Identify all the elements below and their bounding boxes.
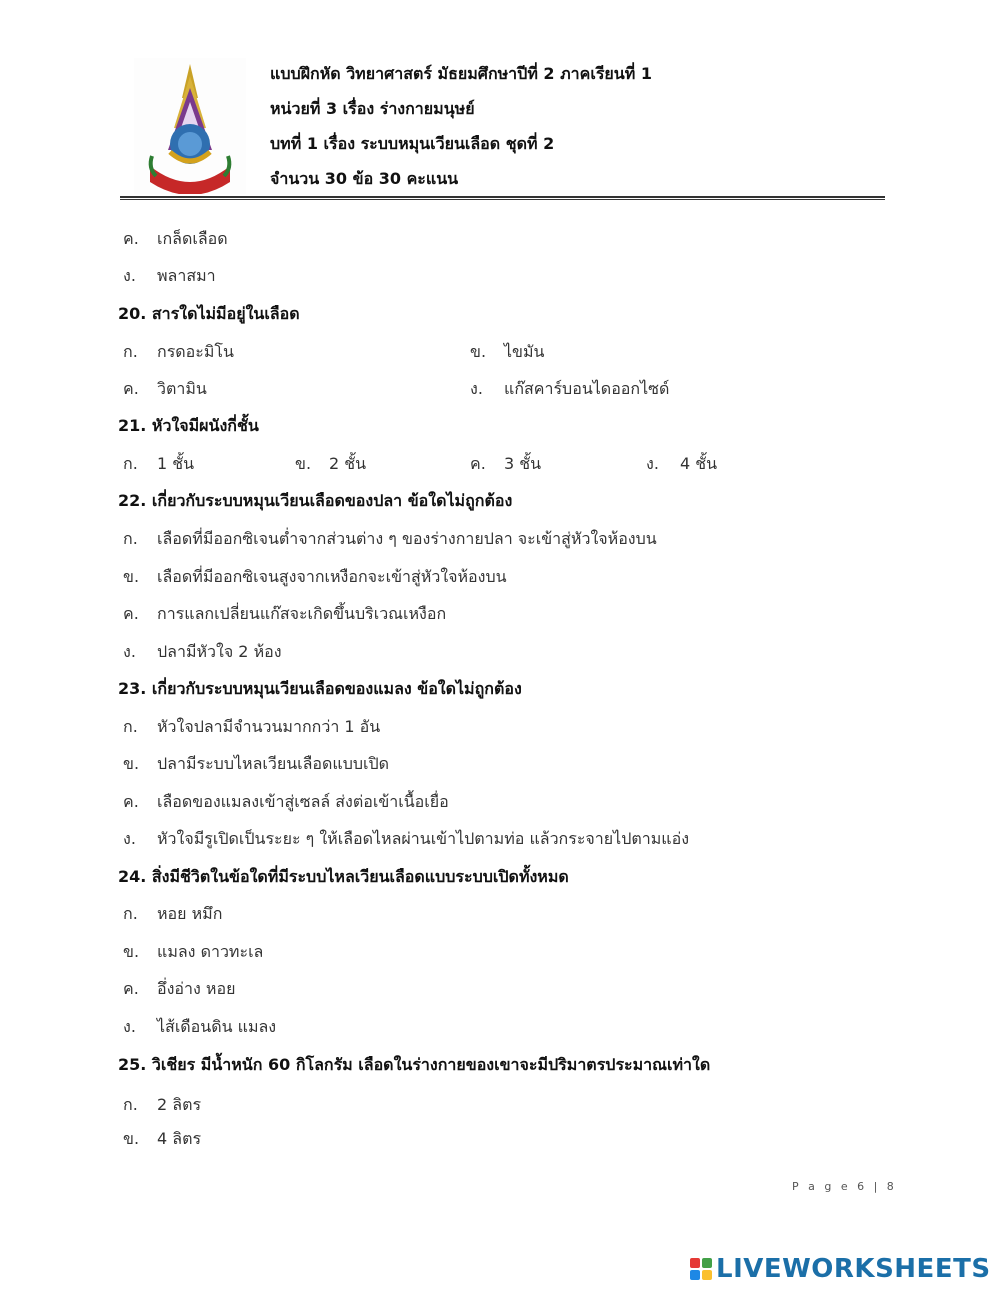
option-q24-b[interactable]	[123, 940, 263, 965]
option-letter: ค.	[123, 792, 139, 811]
option-letter: ข.	[295, 454, 312, 473]
option-text: พลาสมา	[157, 266, 216, 285]
option-q20-a[interactable]	[123, 340, 234, 365]
option-letter: ข.	[123, 754, 140, 773]
option-text: หอย หมึก	[157, 904, 223, 923]
option-text: แมลง ดาวทะเล	[157, 942, 264, 961]
option-q24-a[interactable]	[123, 902, 222, 927]
header-line-1: แบบฝึกหัด วิทยาศาสตร์ มัธยมศึกษาปีที่ 2 ภาคเรียนที่ 1	[270, 64, 652, 83]
liveworksheets-logo-icon	[690, 1258, 712, 1280]
option-letter: ค.	[123, 604, 139, 623]
option-q21-d[interactable]	[646, 452, 717, 477]
option-letter: ง.	[470, 379, 483, 398]
option-letter: ก.	[123, 1095, 138, 1114]
header-line-2: หน่วยที่ 3 เรื่อง ร่างกายมนุษย์	[270, 99, 475, 118]
worksheet-header	[120, 52, 885, 197]
option-letter: ง.	[123, 642, 136, 661]
option-text: การแลกเปลี่ยนแก๊สจะเกิดขึ้นบริเวณเหงือก	[157, 604, 447, 623]
option-q21-a[interactable]	[123, 452, 194, 477]
option-q20-d[interactable]	[470, 377, 669, 402]
option-text: อึ่งอ่าง หอย	[157, 979, 236, 998]
option-q19-c[interactable]	[123, 227, 228, 252]
option-letter: ข.	[123, 942, 140, 961]
option-q21-b[interactable]	[295, 452, 366, 477]
header-line-4: จำนวน 30 ข้อ 30 คะแนน	[270, 169, 459, 188]
question-25: 25. วิเชียร มีน้ำหนัก 60 กิโลกรัม เลือดในร่างกายของเขาจะมีปริมาตรประมาณเท่าใด	[118, 1055, 711, 1074]
liveworksheets-brand[interactable]	[690, 1252, 991, 1286]
liveworksheets-wordmark: LIVEWORKSHEETS	[716, 1254, 991, 1284]
option-text: เกล็ดเลือด	[157, 229, 228, 248]
option-text: หัวใจมีรูเปิดเป็นระยะ ๆ ให้เลือดไหลผ่านเข้าไปตามท่อ แล้วกระจายไปตามแอ่ง	[157, 829, 690, 848]
option-letter: ข.	[123, 567, 140, 586]
option-text: หัวใจปลามีจำนวนมากกว่า 1 อัน	[157, 717, 381, 736]
header-divider	[120, 196, 885, 198]
option-letter: ค.	[123, 979, 139, 998]
option-q20-b[interactable]	[470, 340, 544, 365]
option-letter: ง.	[123, 829, 136, 848]
option-letter: ค.	[123, 229, 139, 248]
question-22: 22. เกี่ยวกับระบบหมุนเวียนเลือดของปลา ข้อใดไม่ถูกต้อง	[118, 491, 513, 510]
option-q20-c[interactable]	[123, 377, 207, 402]
option-letter: ง.	[123, 1017, 136, 1036]
school-emblem-logo	[134, 58, 246, 194]
option-text: วิตามิน	[157, 379, 207, 398]
option-text: ปลามีระบบไหลเวียนเลือดแบบเปิด	[157, 754, 390, 773]
option-q24-d[interactable]	[123, 1015, 276, 1040]
option-q22-b[interactable]	[123, 565, 507, 590]
option-text: 3 ชั้น	[504, 454, 542, 473]
option-letter: ง.	[123, 266, 136, 285]
option-text: เลือดที่มีออกซิเจนต่ำจากส่วนต่าง ๆ ของร่างกายปลา จะเข้าสู่หัวใจห้องบน	[157, 529, 657, 548]
option-q25-a[interactable]	[123, 1093, 201, 1118]
option-letter: ง.	[646, 454, 659, 473]
question-24: 24. สิ่งมีชีวิตในข้อใดที่มีระบบไหลเวียนเลือดแบบระบบเปิดทั้งหมด	[118, 867, 569, 886]
option-q23-a[interactable]	[123, 715, 380, 740]
page-number: P a g e 6 | 8	[792, 1180, 897, 1193]
option-q24-c[interactable]	[123, 977, 235, 1002]
option-text: ไขมัน	[504, 342, 545, 361]
option-text: กรดอะมิโน	[157, 342, 234, 361]
option-letter: ก.	[123, 454, 138, 473]
option-letter: ข.	[470, 342, 487, 361]
option-text: แก๊สคาร์บอนไดออกไซด์	[504, 379, 670, 398]
option-q23-d[interactable]	[123, 827, 689, 852]
option-q22-a[interactable]	[123, 527, 657, 552]
option-q25-b[interactable]	[123, 1127, 201, 1152]
header-divider-thin	[120, 199, 885, 200]
option-letter: ข.	[123, 1129, 140, 1148]
question-21: 21. หัวใจมีผนังกี่ชั้น	[118, 416, 259, 435]
header-text-block	[270, 60, 652, 200]
option-letter: ก.	[123, 717, 138, 736]
option-letter: ก.	[123, 529, 138, 548]
option-text: เลือดของแมลงเข้าสู่เซลล์ ส่งต่อเข้าเนื้อเยื่อ	[157, 792, 449, 811]
option-letter: ก.	[123, 904, 138, 923]
option-text: ไส้เดือนดิน แมลง	[157, 1017, 277, 1036]
option-q23-b[interactable]	[123, 752, 389, 777]
header-line-3: บทที่ 1 เรื่อง ระบบหมุนเวียนเลือด ชุดที่ 2	[270, 134, 555, 153]
option-text: 1 ชั้น	[157, 454, 195, 473]
question-20: 20. สารใดไม่มีอยู่ในเลือด	[118, 304, 300, 323]
question-23: 23. เกี่ยวกับระบบหมุนเวียนเลือดของแมลง ข้อใดไม่ถูกต้อง	[118, 679, 522, 698]
option-text: 2 ลิตร	[157, 1095, 202, 1114]
option-q23-c[interactable]	[123, 790, 449, 815]
option-text: 2 ชั้น	[329, 454, 367, 473]
option-q21-c[interactable]	[470, 452, 541, 477]
option-text: ปลามีหัวใจ 2 ห้อง	[157, 642, 282, 661]
option-text: 4 ชั้น	[680, 454, 718, 473]
option-q22-c[interactable]	[123, 602, 446, 627]
option-letter: ก.	[123, 342, 138, 361]
option-letter: ค.	[470, 454, 486, 473]
option-q19-d[interactable]	[123, 264, 216, 289]
option-text: 4 ลิตร	[157, 1129, 202, 1148]
option-letter: ค.	[123, 379, 139, 398]
option-q22-d[interactable]	[123, 640, 282, 665]
option-text: เลือดที่มีออกซิเจนสูงจากเหงือกจะเข้าสู่หัวใจห้องบน	[157, 567, 507, 586]
